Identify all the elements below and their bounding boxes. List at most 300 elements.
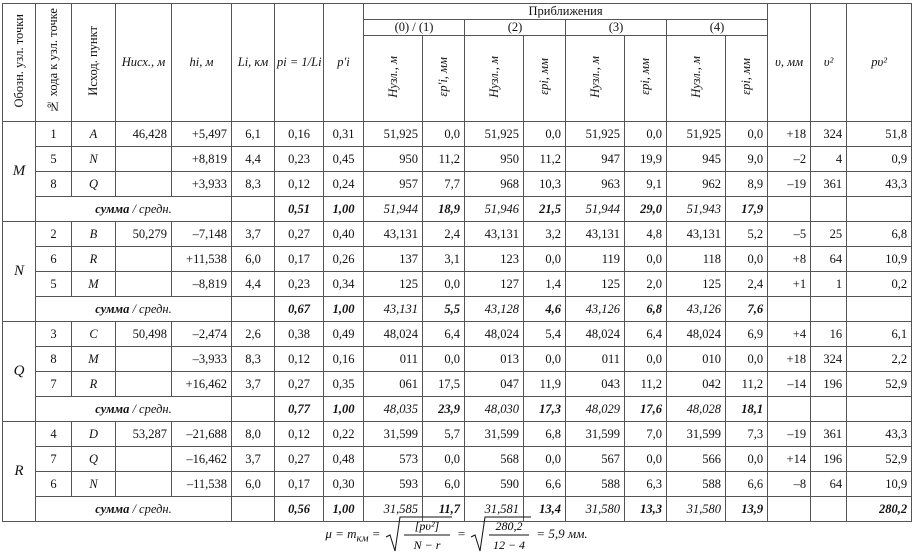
- normalized-weight: 0,40: [324, 222, 364, 247]
- approx-height: 011: [566, 347, 625, 372]
- route-length: 3,7: [232, 447, 275, 472]
- approx-correction: 11,2: [524, 147, 566, 172]
- approx-correction: 6,9: [726, 322, 768, 347]
- residual: +18: [768, 122, 811, 147]
- header-h: hi, м: [172, 4, 232, 122]
- error-formula: [0, 515, 913, 555]
- start-height: 50,498: [116, 322, 172, 347]
- empty-cell: [811, 197, 847, 222]
- normalized-weight: 0,30: [324, 472, 364, 497]
- approx-group-2: (2): [465, 20, 566, 36]
- route-length: 3,7: [232, 222, 275, 247]
- mean-height: 31,585: [364, 497, 423, 522]
- approx-correction: 10,3: [524, 172, 566, 197]
- approx-correction: 1,4: [524, 272, 566, 297]
- sum-label-bold: сумма: [95, 401, 130, 416]
- weight: 0,17: [275, 472, 324, 497]
- mean-height: 48,035: [364, 397, 423, 422]
- table-row: [3, 147, 912, 172]
- sum-weight: 0,67: [275, 297, 324, 322]
- weight: 0,17: [275, 247, 324, 272]
- start-point: M: [72, 272, 116, 297]
- approx-height: 51,925: [465, 122, 524, 147]
- start-height: [116, 272, 172, 297]
- table-row: [3, 247, 912, 272]
- route-number: 5: [36, 272, 72, 297]
- empty-cell: [811, 397, 847, 422]
- sum-row: [3, 197, 912, 222]
- approx-correction: 17,5: [423, 372, 465, 397]
- route-number: 8: [36, 347, 72, 372]
- sub-H: Hузл., м: [465, 36, 524, 122]
- sum-row: [3, 397, 912, 422]
- residual-squared: 196: [811, 447, 847, 472]
- height-diff: –7,148: [172, 222, 232, 247]
- start-point: R: [72, 372, 116, 397]
- sub-H: Hузл., м: [364, 36, 423, 122]
- sum-normalized-weight: 1,00: [324, 397, 364, 422]
- approx-correction: 0,0: [423, 272, 465, 297]
- approx-correction: 3,2: [524, 222, 566, 247]
- normalized-weight: 0,26: [324, 247, 364, 272]
- normalized-weight: 0,35: [324, 372, 364, 397]
- sum-label-rest: / средн.: [129, 501, 172, 516]
- sum-weight: 0,56: [275, 497, 324, 522]
- header-hisx: Hисх., м: [116, 4, 172, 122]
- approx-correction: 19,9: [625, 147, 667, 172]
- approx-correction: 0,0: [726, 347, 768, 372]
- header-pp: p′i: [324, 4, 364, 122]
- residual: +4: [768, 322, 811, 347]
- approx-correction: 11,2: [625, 372, 667, 397]
- approx-correction: 5,4: [524, 322, 566, 347]
- approx-correction: 6,6: [726, 472, 768, 497]
- approx-correction: 11,2: [423, 147, 465, 172]
- residual-squared: 64: [811, 472, 847, 497]
- total-weighted-residual: [847, 297, 912, 322]
- sub-eps: εpi, мм: [625, 36, 667, 122]
- normalized-weight: 0,24: [324, 172, 364, 197]
- approx-correction: 3,1: [423, 247, 465, 272]
- node-point-label: N: [3, 222, 36, 322]
- weight: 0,12: [275, 347, 324, 372]
- weighted-residual: 43,3: [847, 422, 912, 447]
- weight: 0,27: [275, 222, 324, 247]
- start-height: 50,279: [116, 222, 172, 247]
- approx-height: 48,024: [465, 322, 524, 347]
- sum-row: [3, 297, 912, 322]
- approx-correction: 7,0: [625, 422, 667, 447]
- mean-height: 48,030: [465, 397, 524, 422]
- table-row: [3, 347, 912, 372]
- start-height: [116, 247, 172, 272]
- empty-cell: [768, 197, 811, 222]
- residual-squared: 361: [811, 172, 847, 197]
- node-point-label: M: [3, 122, 36, 222]
- start-height: 46,428: [116, 122, 172, 147]
- approx-correction: 0,0: [625, 347, 667, 372]
- formula-lhs: μ = m: [325, 525, 357, 541]
- start-height: [116, 347, 172, 372]
- approx-correction: 6,6: [524, 472, 566, 497]
- table-row: [3, 447, 912, 472]
- approx-correction: 0,0: [524, 347, 566, 372]
- approx-height: 123: [465, 247, 524, 272]
- weighted-residual: 52,9: [847, 447, 912, 472]
- route-length: 4,4: [232, 147, 275, 172]
- approx-height: 042: [667, 372, 726, 397]
- weighted-residual: 6,1: [847, 322, 912, 347]
- approx-height: 125: [364, 272, 423, 297]
- normalized-weight: 0,49: [324, 322, 364, 347]
- approx-correction: 11,9: [524, 372, 566, 397]
- height-diff: –8,819: [172, 272, 232, 297]
- approx-correction: 6,8: [524, 422, 566, 447]
- route-length: 6,1: [232, 122, 275, 147]
- height-diff: –11,538: [172, 472, 232, 497]
- sum-normalized-weight: 1,00: [324, 497, 364, 522]
- header-v: υ, мм: [768, 4, 811, 122]
- residual: +1: [768, 272, 811, 297]
- mean-height: 31,581: [465, 497, 524, 522]
- approx-height: 125: [667, 272, 726, 297]
- approx-height: 43,131: [667, 222, 726, 247]
- sum-weight: 0,77: [275, 397, 324, 422]
- approx-height: 043: [566, 372, 625, 397]
- approx-height: 968: [465, 172, 524, 197]
- mean-height: 31,580: [566, 497, 625, 522]
- normalized-weight: 0,16: [324, 347, 364, 372]
- table-row: [3, 222, 912, 247]
- normalized-weight: 0,48: [324, 447, 364, 472]
- residual-squared: 1: [811, 272, 847, 297]
- approx-height: 51,925: [364, 122, 423, 147]
- table-row: [3, 172, 912, 197]
- weight: 0,16: [275, 122, 324, 147]
- fraction-1-numerator: [pυ²]: [414, 519, 439, 533]
- approx-height: 047: [465, 372, 524, 397]
- normalized-weight: 0,22: [324, 422, 364, 447]
- sum-correction: 17,9: [726, 197, 768, 222]
- approx-correction: 9,0: [726, 147, 768, 172]
- approx-height: 118: [667, 247, 726, 272]
- weighted-residual: 52,9: [847, 372, 912, 397]
- approx-correction: 0,0: [524, 122, 566, 147]
- approx-correction: 6,4: [423, 322, 465, 347]
- approx-height: 957: [364, 172, 423, 197]
- table-row: [3, 422, 912, 447]
- route-length: 6,0: [232, 472, 275, 497]
- sum-correction: 21,5: [524, 197, 566, 222]
- route-length: 2,6: [232, 322, 275, 347]
- start-point: Q: [72, 172, 116, 197]
- route-number: 1: [36, 122, 72, 147]
- sum-correction: 18,1: [726, 397, 768, 422]
- residual-squared: 4: [811, 147, 847, 172]
- approx-height: 43,131: [566, 222, 625, 247]
- approx-height: 51,925: [566, 122, 625, 147]
- route-number: 6: [36, 472, 72, 497]
- sub-H: Hузл., м: [667, 36, 726, 122]
- route-length: 8,0: [232, 422, 275, 447]
- start-point: C: [72, 322, 116, 347]
- height-diff: +16,462: [172, 372, 232, 397]
- sum-label-rest: / средн.: [129, 401, 172, 416]
- mean-height: 51,943: [667, 197, 726, 222]
- sum-correction: 17,6: [625, 397, 667, 422]
- start-point: N: [72, 472, 116, 497]
- sum-correction: 17,3: [524, 397, 566, 422]
- route-length: 8,3: [232, 172, 275, 197]
- weighted-residual: 6,8: [847, 222, 912, 247]
- height-diff: –3,933: [172, 347, 232, 372]
- sqrt-fraction-1: [384, 515, 454, 555]
- sum-normalized-weight: 1,00: [324, 197, 364, 222]
- empty-cell: [232, 297, 275, 322]
- start-point: Q: [72, 447, 116, 472]
- empty-cell: [811, 297, 847, 322]
- residual: +18: [768, 347, 811, 372]
- approx-correction: 0,0: [423, 122, 465, 147]
- normalized-weight: 0,31: [324, 122, 364, 147]
- empty-cell: [768, 297, 811, 322]
- weight: 0,38: [275, 322, 324, 347]
- approx-height: 43,131: [364, 222, 423, 247]
- sum-correction: 13,9: [726, 497, 768, 522]
- approx-height: 31,599: [364, 422, 423, 447]
- approx-correction: 2,4: [726, 272, 768, 297]
- sum-correction: 4,6: [524, 297, 566, 322]
- approx-height: 125: [566, 272, 625, 297]
- approx-correction: 2,4: [423, 222, 465, 247]
- sub-eps: εp′i, мм: [423, 36, 465, 122]
- node-point-label: Q: [3, 322, 36, 422]
- approx-correction: 0,0: [524, 447, 566, 472]
- start-point: R: [72, 247, 116, 272]
- header-pv2: pυ²: [847, 4, 912, 122]
- sum-label: [36, 297, 232, 322]
- residual-squared: 196: [811, 372, 847, 397]
- approx-correction: 6,4: [625, 322, 667, 347]
- route-number: 5: [36, 147, 72, 172]
- sum-weight: 0,51: [275, 197, 324, 222]
- start-point: A: [72, 122, 116, 147]
- route-number: 2: [36, 222, 72, 247]
- residual: –5: [768, 222, 811, 247]
- sum-correction: 11,7: [423, 497, 465, 522]
- sum-correction: 13,4: [524, 497, 566, 522]
- approx-height: 010: [667, 347, 726, 372]
- approx-height: 48,024: [566, 322, 625, 347]
- sum-correction: 7,6: [726, 297, 768, 322]
- route-length: 8,3: [232, 347, 275, 372]
- weighted-residual: 10,9: [847, 472, 912, 497]
- approx-height: 950: [364, 147, 423, 172]
- header-p: pi = 1/Li: [275, 4, 324, 122]
- weight: 0,12: [275, 422, 324, 447]
- header-approx: Приближения: [364, 4, 768, 20]
- fraction-2-numerator: 280,2: [495, 519, 523, 533]
- start-point: D: [72, 422, 116, 447]
- table-row: [3, 272, 912, 297]
- normalized-weight: 0,34: [324, 272, 364, 297]
- mean-height: 48,028: [667, 397, 726, 422]
- height-diff: –2,474: [172, 322, 232, 347]
- approx-height: 013: [465, 347, 524, 372]
- approx-correction: 11,2: [726, 372, 768, 397]
- approx-correction: 0,0: [625, 122, 667, 147]
- weight: 0,27: [275, 372, 324, 397]
- sum-correction: 18,9: [423, 197, 465, 222]
- approx-height: 963: [566, 172, 625, 197]
- table-row: [3, 122, 912, 147]
- empty-cell: [768, 397, 811, 422]
- mean-height: 48,029: [566, 397, 625, 422]
- approx-height: 588: [566, 472, 625, 497]
- residual-squared: 64: [811, 247, 847, 272]
- approx-height: 51,925: [667, 122, 726, 147]
- empty-cell: [232, 197, 275, 222]
- table-body: [3, 122, 912, 522]
- start-height: [116, 447, 172, 472]
- start-height: 53,287: [116, 422, 172, 447]
- residual: +8: [768, 247, 811, 272]
- header-route: № хода к узл. точке: [36, 4, 72, 122]
- approx-correction: 0,0: [726, 122, 768, 147]
- approx-correction: 5,7: [423, 422, 465, 447]
- header-L: Li, км: [232, 4, 275, 122]
- weighted-residual: 43,3: [847, 172, 912, 197]
- formula-lhs-sub: км: [356, 532, 369, 545]
- height-diff: +11,538: [172, 247, 232, 272]
- sum-correction: 5,5: [423, 297, 465, 322]
- approx-height: 567: [566, 447, 625, 472]
- route-length: 3,7: [232, 372, 275, 397]
- approx-correction: 9,1: [625, 172, 667, 197]
- residual-squared: 25: [811, 222, 847, 247]
- approx-height: 573: [364, 447, 423, 472]
- residual-squared: 16: [811, 322, 847, 347]
- sum-correction: 29,0: [625, 197, 667, 222]
- formula-result: = 5,9 мм.: [536, 525, 588, 541]
- empty-cell: [232, 397, 275, 422]
- route-number: 7: [36, 372, 72, 397]
- sum-label-rest: / средн.: [129, 201, 172, 216]
- weighted-residual: 2,2: [847, 347, 912, 372]
- mean-height: 43,126: [667, 297, 726, 322]
- route-length: 6,0: [232, 247, 275, 272]
- residual-squared: 324: [811, 347, 847, 372]
- approx-group-3: (3): [566, 20, 667, 36]
- route-number: 7: [36, 447, 72, 472]
- approx-height: 947: [566, 147, 625, 172]
- route-number: 6: [36, 247, 72, 272]
- sum-normalized-weight: 1,00: [324, 297, 364, 322]
- approx-correction: 6,0: [423, 472, 465, 497]
- approx-height: 962: [667, 172, 726, 197]
- residual-squared: 361: [811, 422, 847, 447]
- approx-correction: 6,3: [625, 472, 667, 497]
- mean-height: 31,580: [667, 497, 726, 522]
- start-point: M: [72, 347, 116, 372]
- header-v2: υ²: [811, 4, 847, 122]
- residual: –14: [768, 372, 811, 397]
- weighted-residual: 10,9: [847, 247, 912, 272]
- start-height: [116, 147, 172, 172]
- approx-height: 48,024: [667, 322, 726, 347]
- start-height: [116, 372, 172, 397]
- approx-height: 566: [667, 447, 726, 472]
- mean-height: 51,946: [465, 197, 524, 222]
- weight: 0,23: [275, 272, 324, 297]
- approx-height: 31,599: [667, 422, 726, 447]
- residual: –19: [768, 172, 811, 197]
- approx-height: 061: [364, 372, 423, 397]
- sum-label-bold: сумма: [95, 501, 130, 516]
- residual-squared: 324: [811, 122, 847, 147]
- height-diff: –16,462: [172, 447, 232, 472]
- approx-correction: 7,3: [726, 422, 768, 447]
- adjustment-table: [2, 3, 912, 522]
- approx-correction: 8,9: [726, 172, 768, 197]
- table-row: [3, 372, 912, 397]
- height-diff: +5,497: [172, 122, 232, 147]
- approx-correction: 0,0: [625, 247, 667, 272]
- approx-group-0: (0) / (1): [364, 20, 465, 36]
- approx-correction: 2,0: [625, 272, 667, 297]
- approx-correction: 5,2: [726, 222, 768, 247]
- approx-height: 127: [465, 272, 524, 297]
- total-weighted-residual: [847, 397, 912, 422]
- approx-height: 011: [364, 347, 423, 372]
- approx-height: 568: [465, 447, 524, 472]
- approx-correction: 0,0: [625, 447, 667, 472]
- header-point: Обозн. узл. точки: [3, 4, 36, 122]
- node-point-label: R: [3, 422, 36, 522]
- sub-eps: εpi, мм: [726, 36, 768, 122]
- sum-label: [36, 397, 232, 422]
- approx-height: 588: [667, 472, 726, 497]
- total-weighted-residual: 280,2: [847, 497, 912, 522]
- sqrt-fraction-2: [469, 515, 533, 555]
- approx-height: 31,599: [465, 422, 524, 447]
- approx-correction: 0,0: [423, 347, 465, 372]
- total-weighted-residual: [847, 197, 912, 222]
- route-length: 4,4: [232, 272, 275, 297]
- approx-correction: 0,0: [423, 447, 465, 472]
- approx-height: 48,024: [364, 322, 423, 347]
- formula-eq: =: [457, 525, 470, 541]
- residual: –19: [768, 422, 811, 447]
- table-row: [3, 322, 912, 347]
- route-number: 3: [36, 322, 72, 347]
- mean-height: 43,131: [364, 297, 423, 322]
- approx-correction: 7,7: [423, 172, 465, 197]
- approx-correction: 0,0: [524, 247, 566, 272]
- table-row: [3, 472, 912, 497]
- residual: –8: [768, 472, 811, 497]
- mean-height: 43,126: [566, 297, 625, 322]
- residual: +14: [768, 447, 811, 472]
- sum-label-rest: / средн.: [129, 301, 172, 316]
- route-number: 8: [36, 172, 72, 197]
- start-point: N: [72, 147, 116, 172]
- weighted-residual: 51,8: [847, 122, 912, 147]
- formula-eq: =: [368, 525, 384, 541]
- approx-height: 593: [364, 472, 423, 497]
- height-diff: –21,688: [172, 422, 232, 447]
- approx-group-4: (4): [667, 20, 768, 36]
